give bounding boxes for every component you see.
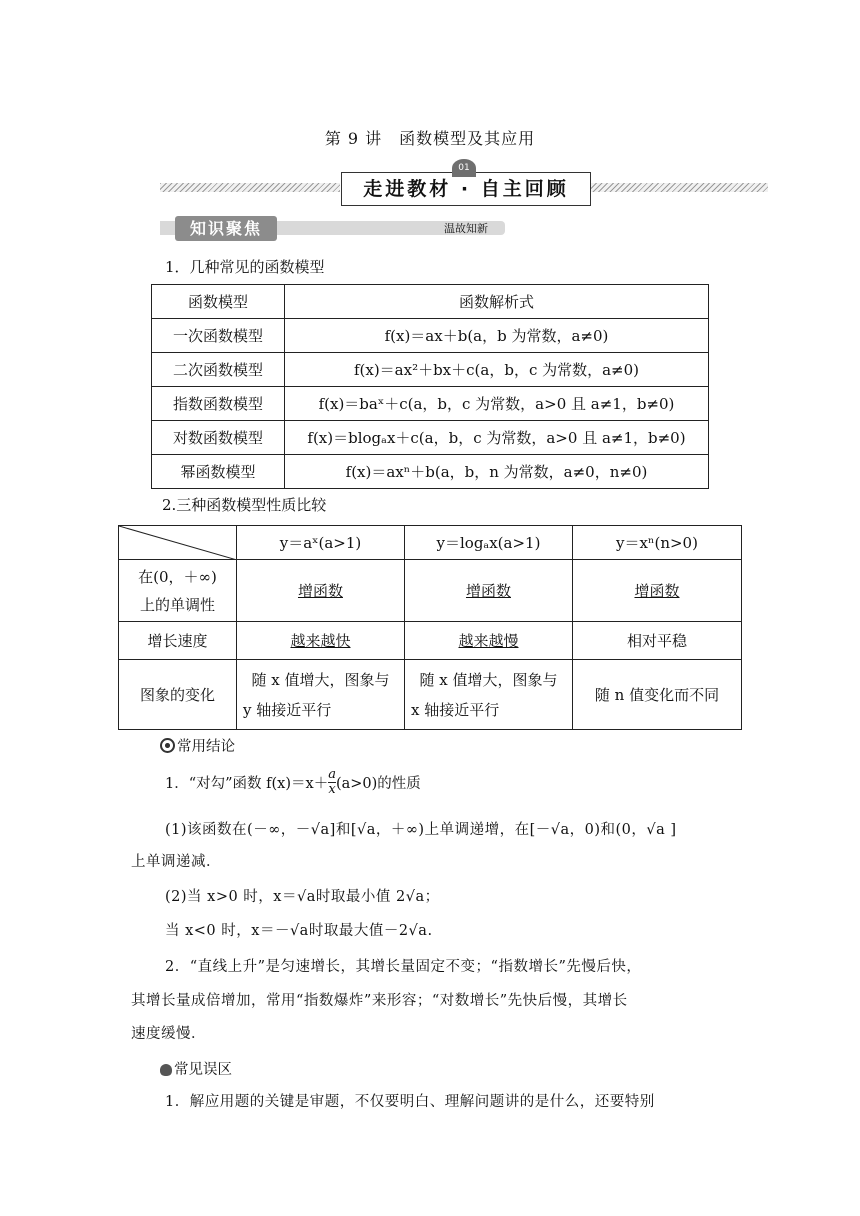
model-name-cell: 一次函数模型	[152, 319, 285, 353]
table-header-cell: y＝logₐx(a>1)	[405, 526, 573, 560]
cell-line: 随 x 值增大，图象与	[251, 670, 390, 689]
fraction-numerator: a	[328, 767, 336, 782]
row-label-line: 上的单调性	[139, 595, 215, 614]
conclusions-title: 常用结论	[177, 739, 235, 755]
banner-badge: 01	[452, 159, 476, 177]
model-name-cell: 二次函数模型	[152, 353, 285, 387]
heading-comparison: 2.三种函数模型性质比较	[162, 496, 327, 514]
conclusions-heading	[160, 735, 235, 756]
model-name-cell: 指数函数模型	[152, 387, 285, 421]
lightbulb-icon	[160, 1064, 172, 1076]
cell-answer: 增函数	[465, 582, 511, 600]
model-formula-cell: f(x)＝baˣ＋c(a，b，c 为常数，a>0 且 a≠1，b≠0)	[285, 387, 709, 421]
table-cell	[237, 660, 405, 730]
table-row	[152, 319, 709, 353]
diagonal-line	[119, 526, 237, 560]
paragraph-p1-line1: (1)该函数在(－∞，－√a]和[√a，＋∞)上单调递增，在[－√a，0)和(0，√a ]	[165, 822, 677, 838]
cell-answer: 越来越快	[290, 632, 351, 650]
table-cell: 相对平稳	[573, 622, 742, 660]
comparison-table	[118, 525, 742, 730]
sun-icon	[160, 738, 175, 753]
table-row	[119, 622, 742, 660]
table-header-row	[119, 526, 742, 560]
table-cell	[573, 560, 742, 622]
table-row	[152, 353, 709, 387]
model-formula-cell: f(x)＝blogₐx＋c(a，b，c 为常数，a>0 且 a≠1，b≠0)	[285, 421, 709, 455]
banner-hatch-right	[590, 183, 768, 192]
model-formula-cell: f(x)＝axⁿ＋b(a，b，n 为常数，a≠0，n≠0)	[285, 455, 709, 489]
table-row	[152, 421, 709, 455]
cell-answer: 增函数	[634, 582, 680, 600]
paragraph-p3-line1: 2．“直线上升”是匀速增长，其增长量固定不变；“指数增长”先慢后快，	[165, 959, 642, 975]
section-tag: 知识聚焦	[175, 216, 277, 241]
table-cell	[405, 622, 573, 660]
model-name-cell: 对数函数模型	[152, 421, 285, 455]
table-cell	[237, 622, 405, 660]
item1-suffix: (a>0)的性质	[335, 776, 421, 792]
table-row	[119, 560, 742, 622]
cell-answer: 增函数	[297, 582, 343, 600]
row-label-cell	[119, 560, 237, 622]
table-header-cell: y＝aˣ(a>1)	[237, 526, 405, 560]
table-header-row	[152, 285, 709, 319]
model-formula-cell: f(x)＝ax²＋bx＋c(a，b，c 为常数，a≠0)	[285, 353, 709, 387]
heading-function-models: 1．几种常见的函数模型	[165, 258, 325, 276]
cell-line: x 轴接近平行	[411, 700, 500, 719]
row-label-cell: 图象的变化	[119, 660, 237, 730]
table-cell	[237, 560, 405, 622]
paragraph-p3-line3: 速度缓慢．	[131, 1026, 206, 1042]
section-subtitle: 温故知新	[444, 222, 488, 235]
fraction-denominator: x	[328, 782, 336, 797]
mistakes-heading	[160, 1058, 232, 1079]
item1-prefix: 1．“对勾”函数 f(x)＝x＋	[165, 776, 329, 792]
banner-hatch-left	[160, 183, 340, 192]
row-label-cell: 增长速度	[119, 622, 237, 660]
row-label-line: 在(0，＋∞)	[138, 567, 217, 586]
table-cell	[405, 660, 573, 730]
page-title: 第 9 讲 函数模型及其应用	[324, 129, 536, 148]
table-cell	[405, 560, 573, 622]
table-header-cell: 函数解析式	[285, 285, 709, 319]
model-name-cell: 幂函数模型	[152, 455, 285, 489]
diagonal-header-cell	[119, 526, 237, 560]
fraction	[328, 768, 336, 797]
table-row	[152, 387, 709, 421]
cell-line: 随 x 值增大，图象与	[419, 670, 558, 689]
paragraph-p2-line2: 当 x<0 时，x＝－√a时取最大值－2√a.	[165, 923, 433, 939]
banner-title: 走进教材 · 自主回顾	[341, 172, 591, 206]
cell-line: y 轴接近平行	[243, 700, 332, 719]
table-row	[119, 660, 742, 730]
function-models-table	[151, 284, 709, 489]
table-cell: 随 n 值变化而不同	[573, 660, 742, 730]
cell-answer: 越来越慢	[458, 632, 519, 650]
table-header-cell: 函数模型	[152, 285, 285, 319]
mistakes-line1: 1．解应用题的关键是审题，不仅要明白、理解问题讲的是什么，还要特别	[165, 1094, 655, 1110]
paragraph-p1-line2: 上单调递减．	[131, 854, 221, 870]
mistakes-title: 常见误区	[174, 1062, 232, 1078]
model-formula-cell: f(x)＝ax＋b(a，b 为常数，a≠0)	[285, 319, 709, 353]
table-row	[152, 455, 709, 489]
conclusion-item-1	[165, 768, 421, 797]
paragraph-p3-line2: 其增长量成倍增加，常用“指数爆炸”来形容；“对数增长”先快后慢，其增长	[131, 993, 628, 1009]
paragraph-p2-line1: (2)当 x>0 时，x＝√a时取最小值 2√a；	[165, 889, 440, 905]
table-header-cell: y＝xⁿ(n>0)	[573, 526, 742, 560]
